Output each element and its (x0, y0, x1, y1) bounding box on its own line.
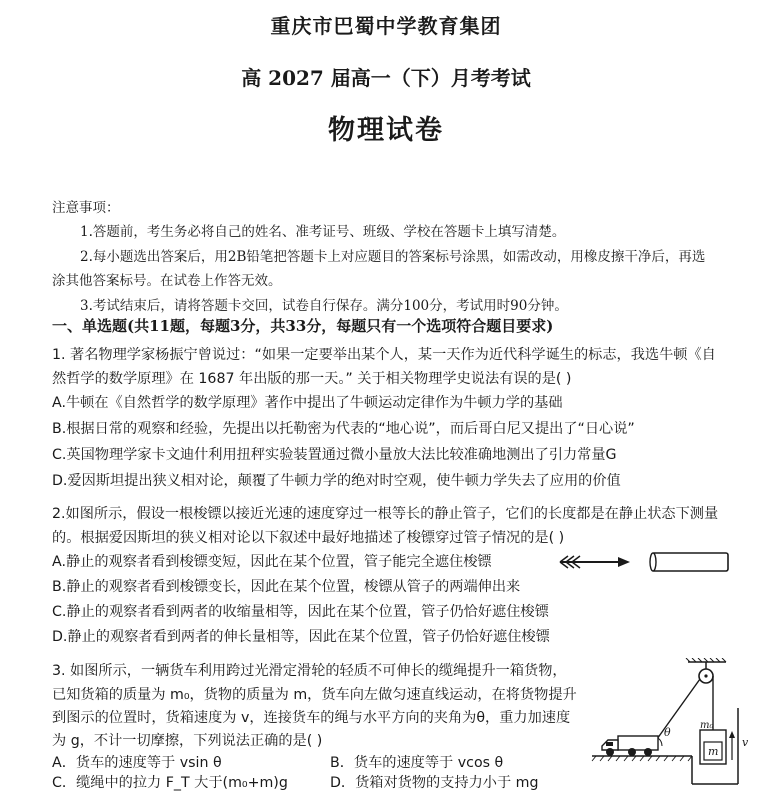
spear-icon (560, 556, 630, 568)
q2-option-d: D.静止的观察者看到两者的伸长量相等，因此在某个位置，管子仍恰好遮住梭镖 (52, 629, 550, 645)
q3-stem-line-3: 到图示的位置时，货箱速度为 v，连接货车的绳与水平方向的夹角为θ，重力加速度 (52, 710, 571, 726)
q2-stem-line-2: 的。根据爱因斯坦的狭义相对论以下叙述中最好地描述了梭镖穿过管子情况的是( ) (52, 530, 565, 546)
q3-fig-theta-label: θ (664, 726, 671, 739)
notice-heading: 注意事项： (52, 200, 120, 216)
q1-stem-line-1: 1. 著名物理学家杨振宁曾说过：“如果一定要举出某个人，某一天作为近代科学诞生的标志，我选牛顿《自 (52, 347, 716, 363)
q2-figure (556, 548, 736, 576)
paper-title: 物理试卷 (328, 115, 444, 146)
q2-option-c: C.静止的观察者看到两者的收缩量相等，因此在某个位置，管子仍恰好遮住梭镖 (52, 604, 549, 620)
q3-option-c: C．缆绳中的拉力 F_T 大于(m₀+m)g (52, 775, 288, 791)
section-1-heading: 一、单选题(共11题，每题3分，共33分，每题只有一个选项符合题目要求) (52, 317, 554, 335)
truck-icon (602, 736, 658, 756)
q1-option-d: D.爱因斯坦提出狭义相对论，颠覆了牛顿力学的绝对时空观，使牛顿力学失去了应用的价值 (52, 473, 621, 489)
q2-option-b: B.静止的观察者看到梭镖变长，因此在某个位置，梭镖从管子的两端伸出来 (52, 579, 521, 595)
q3-fig-m0-label: m₀ (700, 720, 714, 731)
q3-option-a: A．货车的速度等于 vsin θ (52, 755, 222, 771)
q3-option-b: B．货车的速度等于 vcos θ (330, 755, 504, 771)
q3-figure (588, 658, 764, 788)
tube-icon (650, 553, 728, 571)
notice-item-3: 3.考试结束后，请将答题卡交回，试卷自行保存。满分100分，考试用时90分钟。 (80, 298, 568, 314)
q3-stem-line-2: 已知货箱的质量为 m₀，货物的质量为 m，货车向左做匀速直线运动，在将货物提升 (52, 687, 577, 703)
q3-stem-line-4: 为 g，不计一切摩擦，下列说法正确的是( ) (52, 733, 323, 749)
notice-item-2-line-2: 涂其他答案标号。在试卷上作答无效。 (52, 273, 282, 289)
q1-stem-line-2: 然哲学的数学原理》在 1687 年出版的那一天。” 关于相关物理学史说法有误的是( ) (52, 371, 572, 387)
q1-option-a: A.牛顿在《自然哲学的数学原理》著作中提出了牛顿运动定律作为牛顿力学的基础 (52, 395, 563, 411)
notice-item-2-line-1: 2.每小题选出答案后，用2B铅笔把答题卡上对应题目的答案标号涂黑，如需改动，用橡皮擦干净后，再选 (80, 249, 706, 265)
q2-stem-line-1: 2.如图所示，假设一根梭镖以接近光速的速度穿过一根等长的静止管子，它们的长度都是在静止状态下测量 (52, 506, 719, 522)
school-name: 重庆市巴蜀中学教育集团 (270, 14, 502, 38)
exam-name: 高 2027 届高一（下）月考考试 (241, 66, 531, 90)
q1-option-b: B.根据日常的观察和经验，先提出以托勒密为代表的“地心说”，而后哥白尼又提出了“日心说” (52, 421, 635, 437)
q3-fig-m-label: m (708, 745, 719, 758)
q3-stem-line-1: 3. 如图所示，一辆货车利用跨过光滑定滑轮的轻质不可伸长的缆绳提升一箱货物， (52, 663, 567, 679)
q1-option-c: C.英国物理学家卡文迪什利用扭秤实验装置通过微小量放大法比较准确地测出了引力常量G (52, 447, 617, 463)
notice-item-1: 1.答题前，考生务必将自己的姓名、准考证号、班级、学校在答题卡上填写清楚。 (80, 224, 566, 240)
q3-option-d: D．货箱对货物的支持力小于 mg (330, 775, 539, 791)
q3-fig-v-label: v (742, 736, 749, 749)
q2-option-a: A.静止的观察者看到梭镖变短，因此在某个位置，管子能完全遮住梭镖 (52, 554, 492, 570)
